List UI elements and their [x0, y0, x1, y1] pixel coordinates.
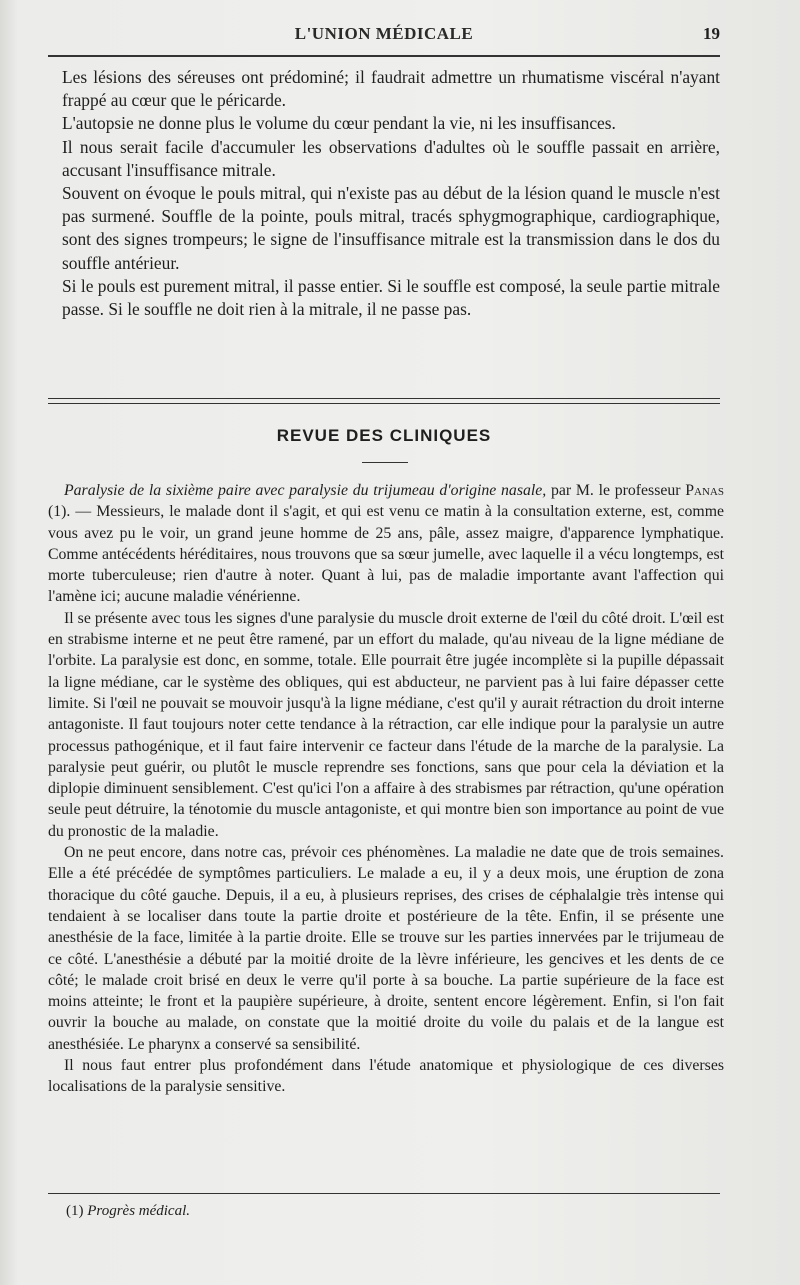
journal-title: L'UNION MÉDICALE — [294, 24, 474, 43]
paragraph: Souvent on évoque le pouls mitral, qui n'existe pas au début de la lésion quand le muscle n'est pas surmené. Souffle de la pointe, pouls mitral, tracés sphygmographique, cardiographique, sont des signes trompeurs; le signe de l'insuffisance mitrale est la transmission dans le dos du souffle antérieur. — [62, 183, 720, 273]
paragraph: Il nous faut entrer plus profondément dans l'étude anatomique et physiologique de ces diverses localisations de la paralysie sensitive. — [48, 1057, 724, 1096]
lead-by: par M. le professeur — [546, 482, 686, 499]
paragraph: Il se présente avec tous les signes d'une paralysie du muscle droit externe de l'œil du côté droit. L'œil est en strabisme interne et ne peut être ramené, par un effort du malade, qu'au niveau de la ligne médiane de l'orbite. La paralysie est donc, en somme, totale. Elle pourrait être jugée incomplète si la pupille dépassait la ligne médiane, car le système des obliques, qui est abducteur, ne parvient pas à lui faire dépasser cette limite. Si l'œil ne pouvait se mouvoir jusqu'à la ligne médiane, c'est qu'il y aurait rétraction du droit interne antagoniste. Il faut toujours noter cette tendance à la rétraction, car elle indique pour la paralysie un autre processus pathogénique, et il faut faire intervenir ce facteur dans l'étude de la marche de la paralysie. La paralysie peut guérir, ou plutôt le muscle reprendre ses fonctions, sans que pour cela la déviation et la diplopie diminuent sensiblement. C'est qu'ici l'on a affaire à des strabismes par rétraction, qu'une opération seule peut détruire, la ténotomie du muscle antagoniste, et qui montre bien son importance au point de vue du pronostic de la maladie. — [48, 609, 724, 840]
footnote — [66, 1203, 190, 1220]
footnote-marker: (1) — [66, 1203, 84, 1219]
section-heading: REVUE DES CLINIQUES — [276, 426, 492, 445]
header-rule — [48, 55, 720, 57]
paragraph: Il nous serait facile d'accumuler les observations d'adultes où le souffle passait en arrière, accusant l'insuffisance mitrale. — [62, 136, 720, 180]
article-continuation — [62, 66, 720, 321]
section-divider — [48, 398, 720, 404]
lead-author: Panas — [685, 482, 724, 499]
footnote-text: Progrès médical. — [87, 1203, 191, 1219]
footnote-rule — [48, 1193, 720, 1194]
lead-paragraph — [48, 480, 724, 608]
paragraph: L'autopsie ne donne plus le volume du cœur pendant la vie, ni les insuffisances. — [62, 113, 616, 134]
paragraph: Si le pouls est purement mitral, il passe entier. Si le souffle est composé, la seule partie mitrale passe. Si le souffle ne doit rien à la mitrale, il ne passe pas. — [62, 275, 720, 320]
lead-title: Paralysie de la sixième paire avec paralysie du trijumeau d'origine nasale, — [64, 482, 547, 499]
heading-rule — [362, 462, 408, 463]
running-head — [48, 24, 720, 50]
clinic-review — [48, 480, 724, 1098]
paragraph: Les lésions des séreuses ont prédominé; il faudrait admettre un rhumatisme viscéral n'ayant frappé au cœur que le péricarde. — [62, 67, 720, 111]
page-number: 19 — [703, 24, 720, 43]
lead-rest: (1). — Messieurs, le malade dont il s'agit, et qui est venu ce matin à la consultation externe, est, comme vous avez pu le voir, un grand jeune homme de 25 ans, pâle, assez maigre, d'apparence lymphatique. Comme antécédents héréditaires, nous trouvons que sa sœur jumelle, avec laquelle il a vécu longtemps, est morte tuberculeuse; rien d'autre à noter. Quant à lui, pas de maladie importante avant l'affection qui l'amène ici; aucune maladie vénérienne. — [48, 503, 724, 606]
paragraph: On ne peut encore, dans notre cas, prévoir ces phénomènes. La maladie ne date que de trois semaines. Elle a été précédée de symptômes particuliers. Le malade a eu, il y a deux mois, une éruption de zona thoracique du côté gauche. Depuis, il a eu, à plusieurs reprises, des crises de céphalalgie très intense qui tendaient à se localiser dans toute la partie droite et postérieure de la tête. Enfin, il se présente une anesthésie de la face, limitée à la partie droite. Elle se trouve sur les parties innervées par le trijumeau de ce côté. L'anesthésie a débuté par la moitié droite de la lèvre inférieure, les gencives et les dents de ce côté; le malade croit brisé en deux le verre qu'il porte à sa bouche. La partie supérieure de la face est moins atteinte; le front et la paupière supérieure, à droite, sentent encore légèrement. Enfin, si l'on fait ouvrir la bouche au malade, on constate que la moitié droite du voile du palais et de la langue est anesthésiée. Le pharynx a conservé sa sensibilité. — [48, 844, 724, 1053]
